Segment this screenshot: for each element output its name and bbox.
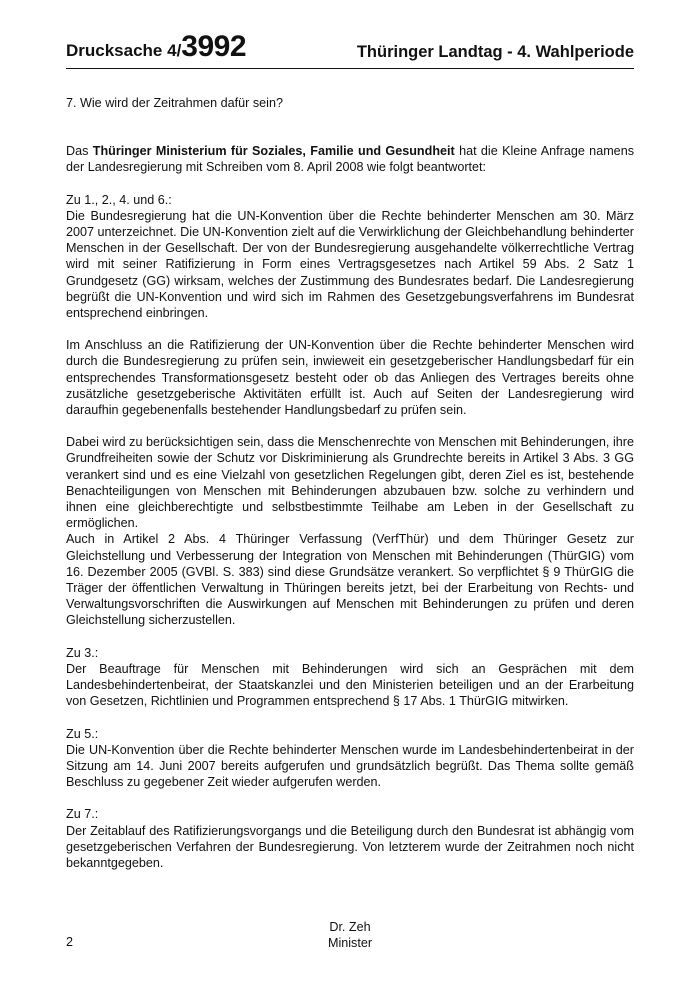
drucksache-prefix: Drucksache 4/ [66,41,182,60]
answer-heading-7: Zu 7.: [66,807,99,822]
answer-heading-5: Zu 5.: [66,726,99,741]
drucksache-number: 3992 [181,30,247,63]
answer-paragraph: Dabei wird zu berücksichtigen sein, dass die Menschenrechte von Menschen mit Behinderungen, ihre Grundfreiheiten sowie der Schutz vor Diskriminierung als Grundrechte bereits in Artikel 3 Abs. 3 GG verankert sind und es eine Vielzahl von gesetzlichen Regelungen gibt, deren Ziel es ist, bestehende Benachteiligungen von Menschen mit Behinderungen abzubauen bzw. solche zu verhindern und ihnen eine gleichberechtigte und selbstbestimmte Teilhabe am Leben in der Gesellschaft zu ermöglichen. [66,435,634,531]
intro-prefix: Das [66,144,93,159]
page-header [66,30,634,69]
parliament-title: Thüringer Landtag - 4. Wahlperiode [356,43,634,61]
answer-paragraph: Der Zeitablauf des Ratifizierungsvorgangs und die Beteiligung durch den Bundesrat ist abhängig vom gesetzgeberischen Verfahren der Bundesregierung. Von letzterem wurde der Zeitrahmen noch nicht bekanntgegeben. [66,823,634,870]
answer-paragraph: Auch in Artikel 2 Abs. 4 Thüringer Verfassung (VerfThür) und dem Thüringer Gesetz zur Gleichstellung und Verbesserung der Integration von Menschen mit Behinderungen (ThürGIG) vom 16. Dezember 2005 (GVBl. S. 383) sind diese Grundsätze verankert. So verpflichtet § 9 ThürGIG die Träger der öffentlichen Verwaltung in Thüringen bereits jetzt, bei der Erarbeitung von Rechts- und Verwaltungsvorschriften die Auswirkungen auf Menschen mit Behinderungen zu prüfen und deren Gleichstellung sicherzustellen. [66,532,634,628]
page-number: 2 [66,935,74,949]
drucksache-label [66,30,246,64]
answer-heading-3: Zu 3.: [66,645,99,660]
question-7: 7. Wie wird der Zeitrahmen dafür sein? [66,96,283,110]
signature-name: Dr. Zeh [329,920,371,935]
answer-paragraph: Im Anschluss an die Ratifizierung der UN-Konvention über die Rechte behinderter Menschen wird durch die Bundesregierung zu prüfen sein, inwieweit ein gesetzgeberischer Handlungsbedarf für ein entsprechendes Transformationsgesetz besteht oder ob das Anliegen des Vertrages bereits ohne zusätzliche gesetzgeberische Aktivitäten erfüllt ist. Auch auf Seiten der Landesregierung wird daraufhin gegebenenfalls bestehender Handlungsbedarf zu prüfen sein. [66,338,634,418]
answer-paragraph: Der Beauftrage für Menschen mit Behinderungen wird sich an Gesprächen mit dem Landesbehindertenbeirat, der Staatskanzlei und den Ministerien beteiligen und an der Erarbeitung von Gesetzen, Richtlinien und Programmen entsprechend § 17 Abs. 1 ThürGIG mitwirken. [66,661,634,709]
answer-paragraph: Die Bundesregierung hat die UN-Konvention über die Rechte behinderter Menschen am 30. März 2007 unterzeichnet. Die UN-Konvention zielt auf die Verwirklichung der Gleichbehandlung behinderter Menschen in der Gesellschaft. Der von der Bundesregierung ausgehandelte völkerrechtliche Vertrag wird mit seiner Ratifizierung in Form eines Vertragsgesetzes nach Artikel 59 Abs. 2 Satz 1 Grundgesetz (GG) wirksam, welches der Zustimmung des Bundesrates bedarf. Die Landesregierung begrüßt die UN-Konvention und wird sich im Rahmen des Gesetzgebungsverfahrens im Bundesrat entsprechend einbringen. [66,208,634,321]
signature-role: Minister [327,936,373,951]
answer-heading-1-2-4-6: Zu 1., 2., 4. und 6.: [66,192,172,207]
intro-rest: hat die Kleine Anfrage namens der Landesregierung mit Schreiben vom 8. April 2008 wie folgt beantwortet: [66,144,634,175]
signature-block [66,919,634,951]
answer-paragraph: Die UN-Konvention über die Rechte behinderter Menschen wurde im Landesbehindertenbeirat in der Sitzung am 14. Juni 2007 bereits aufgerufen und grundsätzlich begrüßt. Das Thema sollte gemäß Beschluss zu gegebener Zeit wieder aufgerufen werden. [66,742,634,790]
ministry-name: Thüringer Ministerium für Soziales, Familie und Gesundheit [92,144,455,159]
intro-paragraph [66,143,634,175]
document-body [66,95,634,952]
